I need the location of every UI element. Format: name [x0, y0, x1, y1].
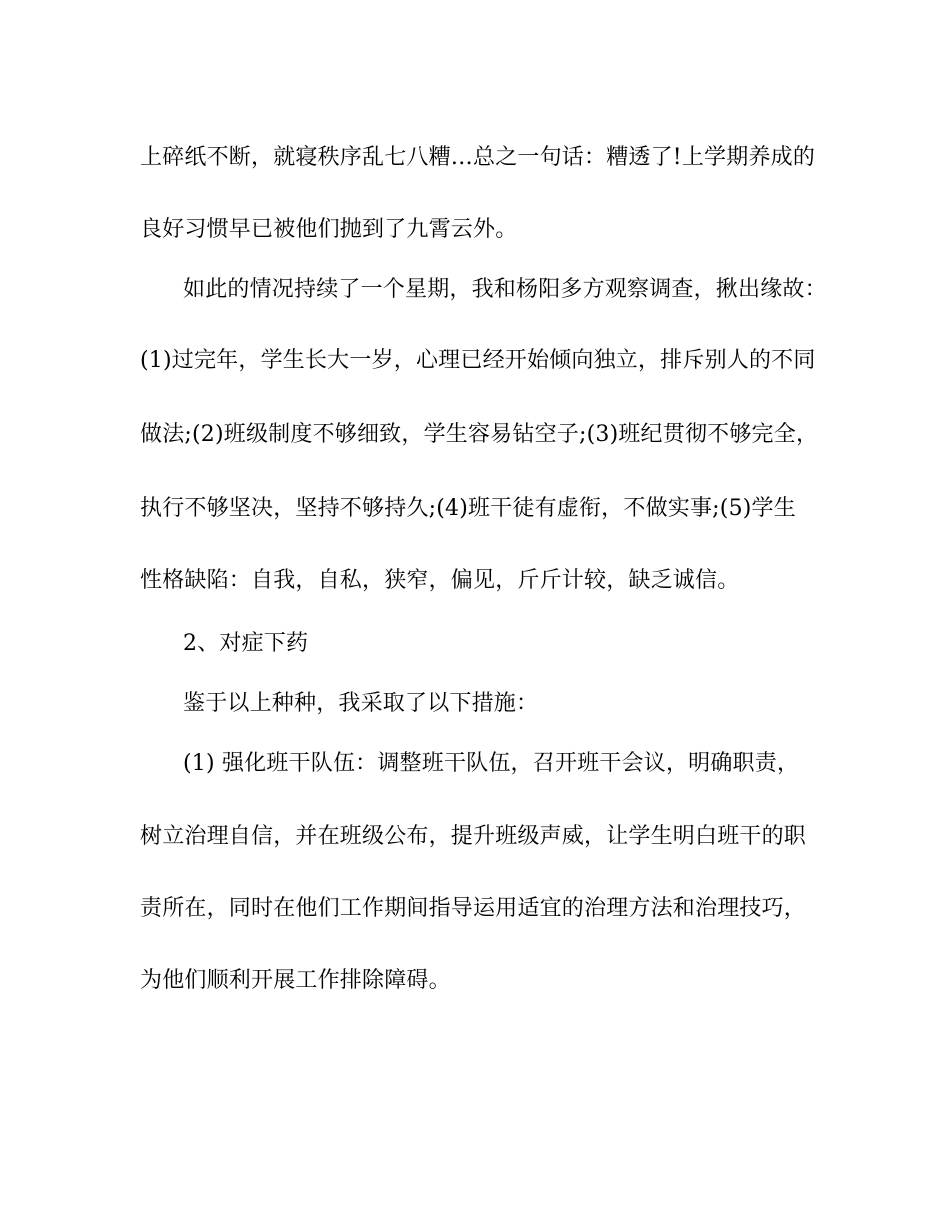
paragraph-line: 责所在，同时在他们工作期间指导运用适宜的治理方法和治理技巧， — [140, 896, 807, 921]
paragraph-line: 执行不够坚决，坚持不够持久;(4)班干徒有虚衔，不做实事;(5)学生 — [140, 496, 796, 521]
paragraph-line: 鉴于以上种种，我采取了以下措施： — [183, 691, 539, 716]
paragraph-line: 树立治理自信，并在班级公布，提升班级声威，让学生明白班干的职 — [140, 824, 807, 849]
paragraph-line: 上碎纸不断，就寝秩序乱七八糟…总之一句话：糟透了!上学期养成的 — [140, 145, 816, 170]
section-heading: 2、对症下药 — [183, 631, 309, 656]
paragraph-line: 性格缺陷：自我，自私，狭窄，偏见，斤斤计较，缺乏诚信。 — [140, 568, 740, 593]
paragraph-line: (1) 强化班干队伍：调整班干队伍，召开班干会议，明确职责， — [183, 751, 800, 776]
paragraph-line: 如此的情况持续了一个星期，我和杨阳多方观察调查，揪出缘故： — [183, 277, 827, 302]
paragraph-line: 良好习惯早已被他们抛到了九霄云外。 — [140, 217, 518, 242]
paragraph-line: (1)过完年，学生长大一岁，心理已经开始倾向独立，排斥别人的不同 — [140, 348, 816, 373]
paragraph-line: 做法;(2)班级制度不够细致，学生容易钻空子;(3)班纪贯彻不够完全， — [140, 422, 819, 447]
paragraph-line: 为他们顺利开展工作排除障碍。 — [140, 968, 451, 993]
